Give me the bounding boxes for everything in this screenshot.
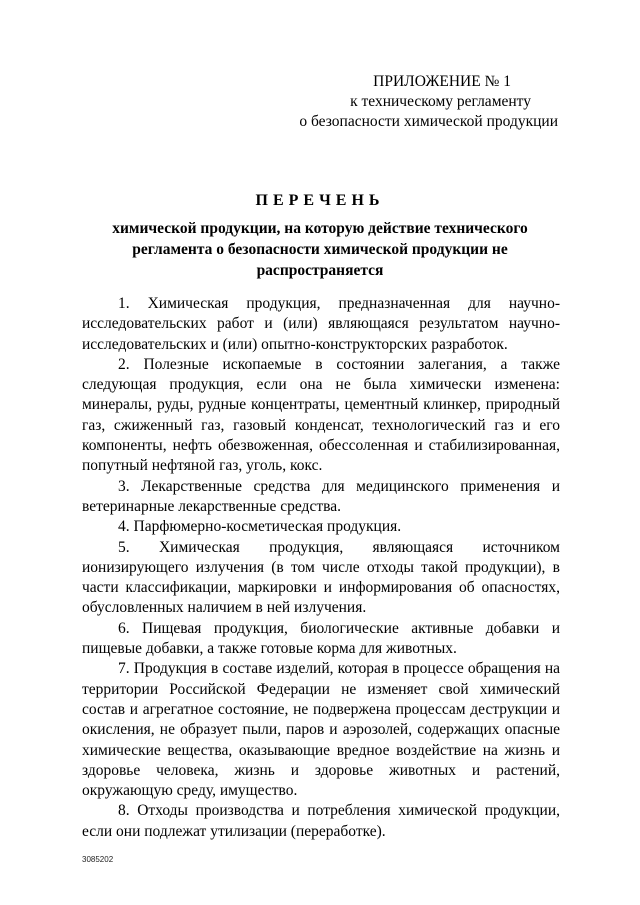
items-list [82, 294, 560, 842]
document-subheading: химической продукции, на которую действие технического регламента о безопасности химической продукции не распространяется [112, 220, 528, 279]
list-item-6: 6. Пищевая продукция, биологические активные добавки и пищевые добавки, а также готовые корма для животных. [82, 619, 560, 658]
document-heading: ПЕРЕЧЕНЬ [255, 192, 385, 209]
document-number: 3085202 [82, 855, 114, 864]
list-item-5: 5. Химическая продукция, являющаяся источником ионизирующего излучения (в том числе отходы такой продукции), в части классификации, маркировки и информирования об опасностях, обусловленных наличием в ней излучения. [82, 538, 560, 617]
list-item-7: 7. Продукция в составе изделий, которая в процессе обращения на территории Российской Федерации не изменяет свой химический состав и агрегатное состояние, не подвержена процессам деструкции и окисления, не образует пыли, паров и аэрозолей, содержащих опасные химические вещества, оказывающие вредное воздействие на жизнь и здоровье человека, жизнь и здоровье животных и растений, окружающую среду, имущество. [82, 660, 560, 800]
appendix-title: ПРИЛОЖЕНИЕ № 1 [373, 73, 511, 90]
appendix-reference-line: к техническому регламенту [350, 93, 531, 110]
list-item-2: 2. Полезные ископаемые в состоянии залегания, а также следующая продукция, если она не была химически изменена: минералы, руды, рудные концентраты, цементный клинкер, природный газ, сжиженный газ, газовый конденсат, технологический газ и его компоненты, нефть обезвоженная, обессоленная и стабилизированная, попутный нефтяной газ, уголь, кокс. [82, 355, 560, 475]
appendix-regulation-name: о безопасности химической продукции [299, 113, 558, 130]
list-item-3: 3. Лекарственные средства для медицинского применения и ветеринарные лекарственные средства. [82, 477, 560, 515]
list-item-4: 4. Парфюмерно-косметическая продукция. [118, 518, 402, 536]
list-item-1: 1. Химическая продукция, предназначенная для научно-исследовательских работ и (или) являющаяся результатом научно-исследовательских и (или) опытно-конструкторских разработок. [82, 295, 560, 353]
appendix-block [258, 72, 558, 132]
list-item-8: 8. Отходы производства и потребления химической продукции, если они подлежат утилизации (переработке). [82, 802, 560, 840]
